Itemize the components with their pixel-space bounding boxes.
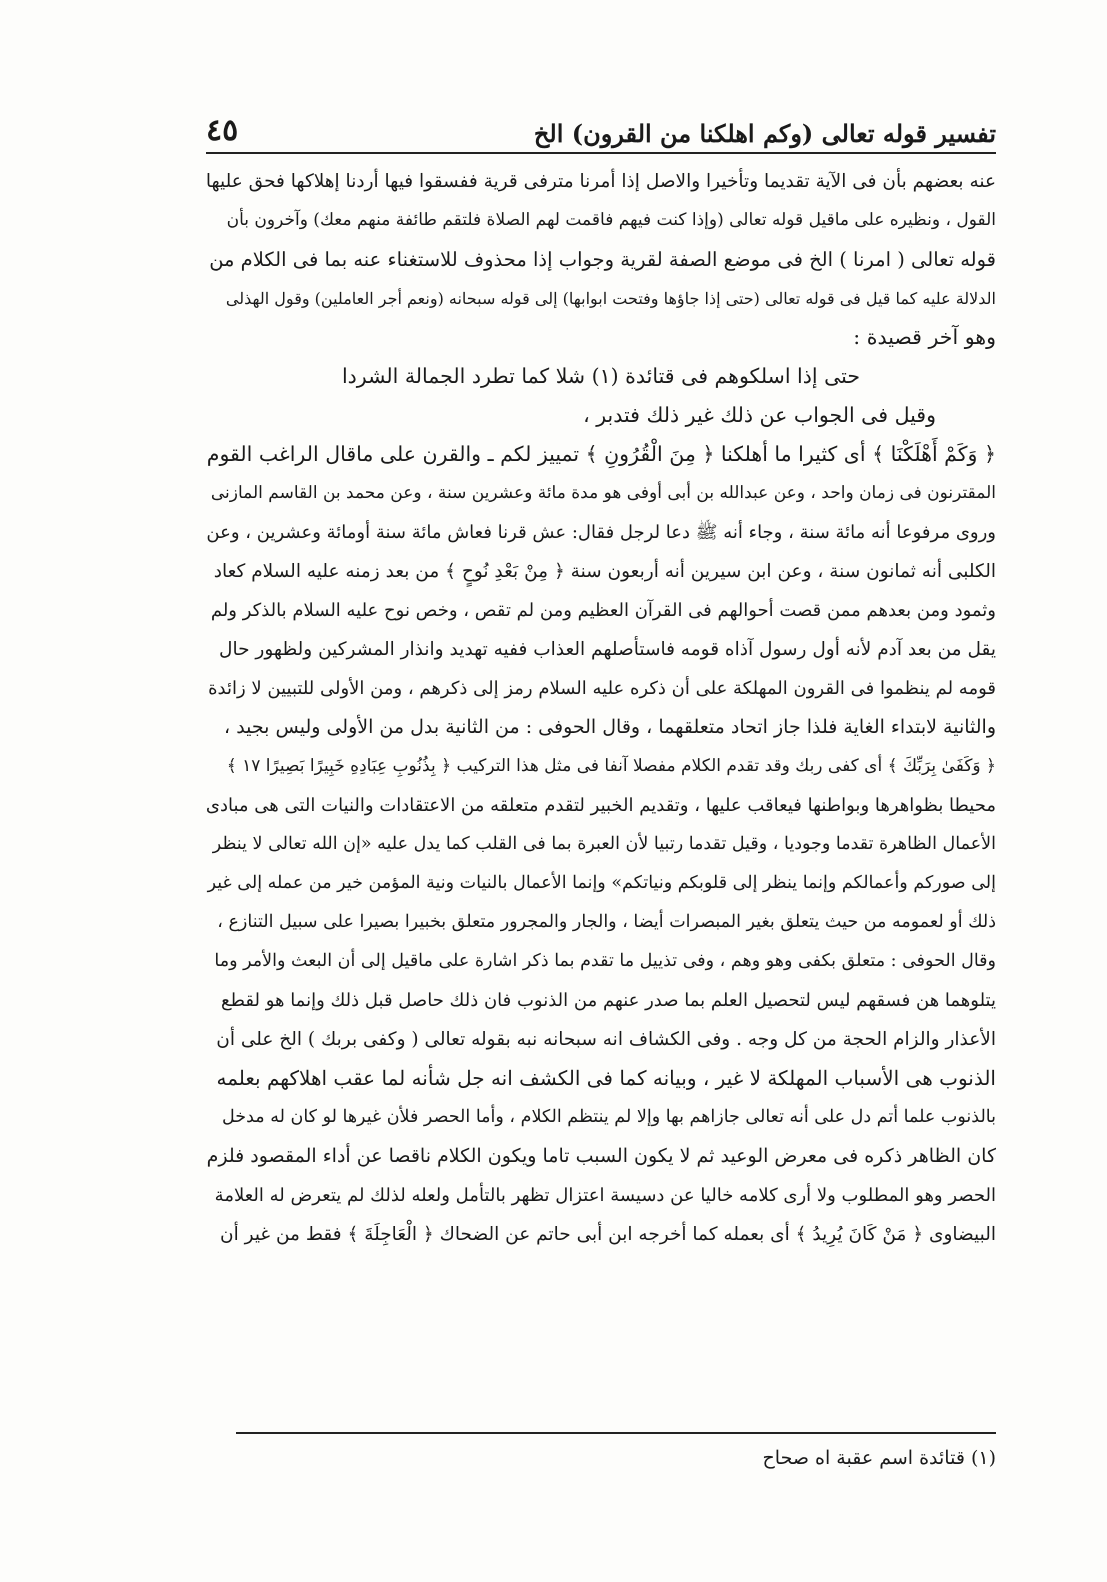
main-text bbox=[206, 162, 996, 1254]
page-header bbox=[206, 92, 996, 154]
text-line: وقال الحوفى : متعلق بكفى وهو وهم ، وفى تذييل ما تقدم بما ذكر اشارة على ماقيل إلى أن البعث والأمر وما bbox=[214, 951, 996, 971]
text-line: قوله تعالى ( امرنا ) الخ فى موضع الصفة لقرية وجواب إذا محذوف للاستغناء عنه بما فى الكلام من bbox=[209, 248, 996, 271]
text-line: قومه لم ينظموا فى القرون المهلكة على أن ذكره عليه السلام رمز إلى ذكرهم ، ومن الأولى للتبيين لا زائدة bbox=[208, 678, 996, 699]
running-title: تفسير قوله تعالى (وكم اهلكنا من القرون) الخ bbox=[533, 119, 996, 148]
text-line: كان الظاهر ذكره فى معرض الوعيد ثم لا يكون السبب تاما ويكون الكلام ناقصا عن أداء المقصود فلزم bbox=[206, 1145, 996, 1167]
text-line: وثمود ومن بعدهم ممن قصت أحوالهم فى القرآن العظيم ومن لم تقص ، وخص نوح عليه السلام بالذكر ولم bbox=[210, 600, 996, 621]
text-line: الأعذار والزام الحجة من كل وجه . وفى الكشاف انه سبحانه نبه بقوله تعالى ( وكفى بربك ) الخ على أن bbox=[216, 1029, 996, 1050]
text-line: الأعمال الظاهرة تقدما وجوديا ، وقيل تقدما رتبيا لأن العبرة بما فى القلب كما يدل عليه «إن الله تعالى لا ينظر bbox=[212, 834, 996, 854]
text-line: ﴿ وَكَفَىٰ بِرَبِّكَ ﴾ أى كفى ربك وقد تقدم الكلام مفصلا آنفا فى مثل هذا التركيب ﴿ بِذُنُوبِ عِبَادِهِ خَبِيرًا بَصِيرًا ١٧ ﴾ bbox=[226, 756, 996, 776]
poetry-verse: حتى إذا اسلكوهم فى قتائدة (١) شلا كما تطرد الجمالة الشردا bbox=[341, 364, 861, 388]
text-line: عنه بعضهم بأن فى الآية تقديما وتأخيرا والاصل إذا أمرنا مترفى قرية ففسقوا فيها أردنا إهلاكها فحق عليها bbox=[206, 171, 996, 192]
text-line: يقل من بعد آدم لأنه أول رسول آذاه قومه فاستأصلهم العذاب ففيه تهديد وانذار المشركين ولظهور حال bbox=[219, 639, 996, 660]
text-line: الحصر وهو المطلوب ولا أرى كلامه خاليا عن دسيسة اعتزال تظهر بالتأمل ولعله لذلك لم يتعرض له العلامة bbox=[214, 1185, 996, 1206]
text-line: وروى مرفوعا أنه مائة سنة ، وجاء أنه ﷺ دعا لرجل فقال: عش قرنا فعاش مائة سنة أومائة وعشرين ، وعن bbox=[206, 522, 996, 543]
text-line: الذنوب هى الأسباب المهلكة لا غير ، وبيانه كما فى الكشف انه جل شأنه لما عقب اهلاكهم بعلمه bbox=[216, 1066, 996, 1090]
text-line: ﴿ وَكَمْ أَهْلَكْنَا ﴾ أى كثيرا ما أهلكنا ﴿ مِنَ الْقُرُونِ ﴾ تمييز لكم ـ والقرن على ماقال الراغب القوم bbox=[206, 442, 996, 466]
text-line: وهو آخر قصيدة : bbox=[853, 325, 996, 349]
text-line: القول ، ونظيره على ماقيل قوله تعالى (وإذا كنت فيهم فاقمت لهم الصلاة فلتقم طائفة منهم معك) وآخرون بأن bbox=[226, 210, 996, 230]
footnote-divider bbox=[236, 1432, 996, 1434]
text-line: البيضاوى ﴿ مَنْ كَانَ يُرِيدُ ﴾ أى بعمله كما أخرجه ابن أبى حاتم عن الضحاك ﴿ الْعَاجِلَةَ ﴾ فقط من غير أن bbox=[220, 1224, 996, 1245]
text-line: محيطا بظواهرها وبواطنها فيعاقب عليها ، وتقديم الخبير لتقدم متعلقه من الاعتقادات والنيات التى هى مبادى bbox=[206, 795, 996, 816]
text-line: إلى صوركم وأعمالكم وإنما ينظر إلى قلوبكم ونياتكم» وإنما الأعمال بالنيات ونية المؤمن خير من عمله إلى غير bbox=[207, 873, 996, 893]
footnote: (١) قتائدة اسم عقبة اه صحاح bbox=[762, 1447, 996, 1469]
page-number: ٤٥ bbox=[206, 113, 239, 148]
text-line: ذلك أو لعمومه من حيث يتعلق بغير المبصرات أيضا ، والجار والمجرور متعلق بخبيرا بصيرا على سبيل التنازع ، bbox=[217, 912, 996, 932]
text-line: بالذنوب علما أتم دل على أنه تعالى جازاهم بها وإلا لم ينتظم الكلام ، وأما الحصر فلأن غيرها لو كان له مدخل bbox=[222, 1107, 996, 1127]
text-line: والثانية لابتداء الغاية فلذا جاز اتحاد متعلقهما ، وقال الحوفى : من الثانية بدل من الأولى وليس بجيد ، bbox=[224, 716, 996, 738]
text-line: المقترنون فى زمان واحد ، وعن عبدالله بن أبى أوفى هو مدة مائة وعشرين سنة ، وعن محمد بن القاسم المازنى bbox=[210, 483, 996, 503]
text-line: وقيل فى الجواب عن ذلك غير ذلك فتدبر ، bbox=[583, 403, 936, 427]
text-line: يتلوهما هن فسقهم ليس لتحصيل العلم بما صدر عنهم من الذنوب فان ذلك حاصل قبل ذلك وإنما هو لقطع bbox=[221, 990, 996, 1011]
text-line: الكلبى أنه ثمانون سنة ، وعن ابن سيرين أنه أربعون سنة ﴿ مِنْ بَعْدِ نُوحٍ ﴾ من بعد زمنه عليه السلام كعاد bbox=[213, 561, 996, 582]
text-line: الدلالة عليه كما قيل فى قوله تعالى (حتى إذا جاؤها وفتحت ابوابها) إلى قوله سبحانه (ونعم أجر العاملين) وقول الهذلى bbox=[225, 289, 996, 308]
